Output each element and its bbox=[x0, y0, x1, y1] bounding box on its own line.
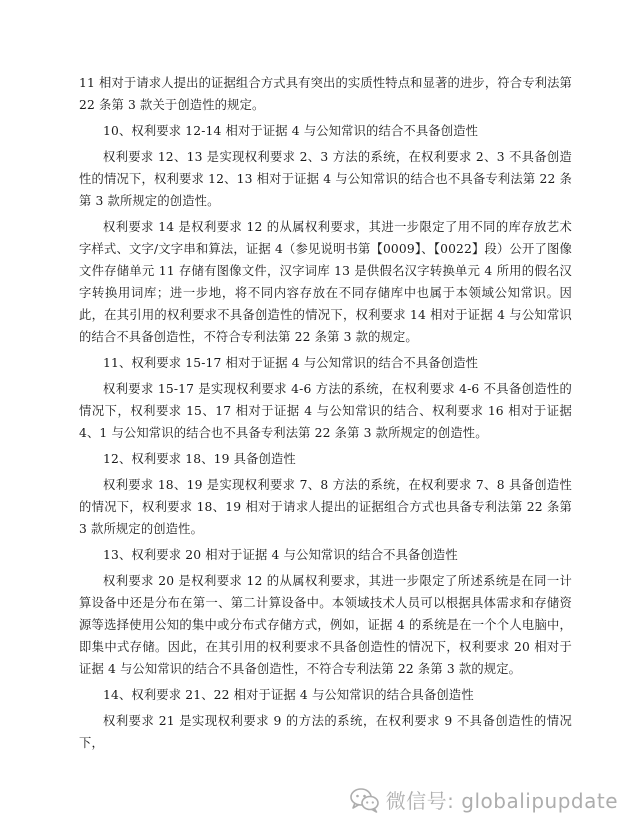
watermark bbox=[350, 785, 618, 814]
paragraph: 权利要求 18、19 是实现权利要求 7、8 方法的系统，在权利要求 7、8 具备创造性的情况下，权利要求 18、19 相对于请求人提出的证据组合方式也具备专利法第 22 条第 3 款所规定的创造性。 bbox=[79, 478, 572, 536]
section-heading: 13、权利要求 20 相对于证据 4 与公知常识的结合不具备创造性 bbox=[103, 548, 458, 562]
paragraph: 权利要求 21 是实现权利要求 9 的方法的系统，在权利要求 9 不具备创造性的情况下， bbox=[79, 714, 572, 750]
paragraph: 权利要求 14 是权利要求 12 的从属权利要求，其进一步限定了用不同的库存放艺术字样式、文字/文字串和算法，证据 4（参见说明书第【0009】、【0022】段）公开了图像文件存储单元 11 存储有图像文件，汉字词库 13 是供假名汉字转换单元 4 所用的假名汉字转换用词库；进一步地，将不同内容存放在不同存储库中也属于本领域公知常识。因此，在其引用的权利要求不具备创造性的情况下，权利要求 14 相对于证据 4 与公知常识的结合不具备创造性，不符合专利法第 22 条第 3 款的规定。 bbox=[79, 220, 572, 344]
watermark-text: 微信号: globalipupdate bbox=[385, 789, 618, 813]
paragraph: 权利要求 15-17 是实现权利要求 4-6 方法的系统，在权利要求 4-6 不具备创造性的情况下，权利要求 15、17 相对于证据 4 与公知常识的结合、权利要求 16 相对于证据 4、1 与公知常识的结合也不具备专利法第 22 条第 3 款所规定的创造性。 bbox=[79, 382, 572, 440]
paragraph: 11 相对于请求人提出的证据组合方式具有突出的实质性特点和显著的进步，符合专利法第 22 条第 3 款关于创造性的规定。 bbox=[79, 76, 572, 112]
paragraph: 权利要求 20 是权利要求 12 的从属权利要求，其进一步限定了所述系统是在同一计算设备中还是分布在第一、第二计算设备中。本领域技术人员可以根据具体需求和存储资源等选择使用公知的集中或分布式存储方式，例如，证据 4 的系统是在一个个人电脑中，即集中式存储。因此，在其引用的权利要求不具备创造性的情况下，权利要求 20 相对于证据 4 与公知常识的结合不具备创造性，不符合专利法第 22 条第 3 款的规定。 bbox=[79, 574, 572, 676]
document-body bbox=[79, 72, 572, 758]
section-heading: 12、权利要求 18、19 具备创造性 bbox=[103, 452, 296, 466]
section-heading: 10、权利要求 12-14 相对于证据 4 与公知常识的结合不具备创造性 bbox=[103, 124, 479, 138]
section-heading: 11、权利要求 15-17 相对于证据 4 与公知常识的结合不具备创造性 bbox=[103, 356, 479, 370]
wechat-icon bbox=[350, 787, 380, 813]
paragraph: 权利要求 12、13 是实现权利要求 2、3 方法的系统，在权利要求 2、3 不具备创造性的情况下，权利要求 12、13 相对于证据 4 与公知常识的结合也不具备专利法第 22 条第 3 款所规定的创造性。 bbox=[79, 150, 572, 208]
section-heading: 14、权利要求 21、22 相对于证据 4 与公知常识的结合具备创造性 bbox=[103, 688, 474, 702]
